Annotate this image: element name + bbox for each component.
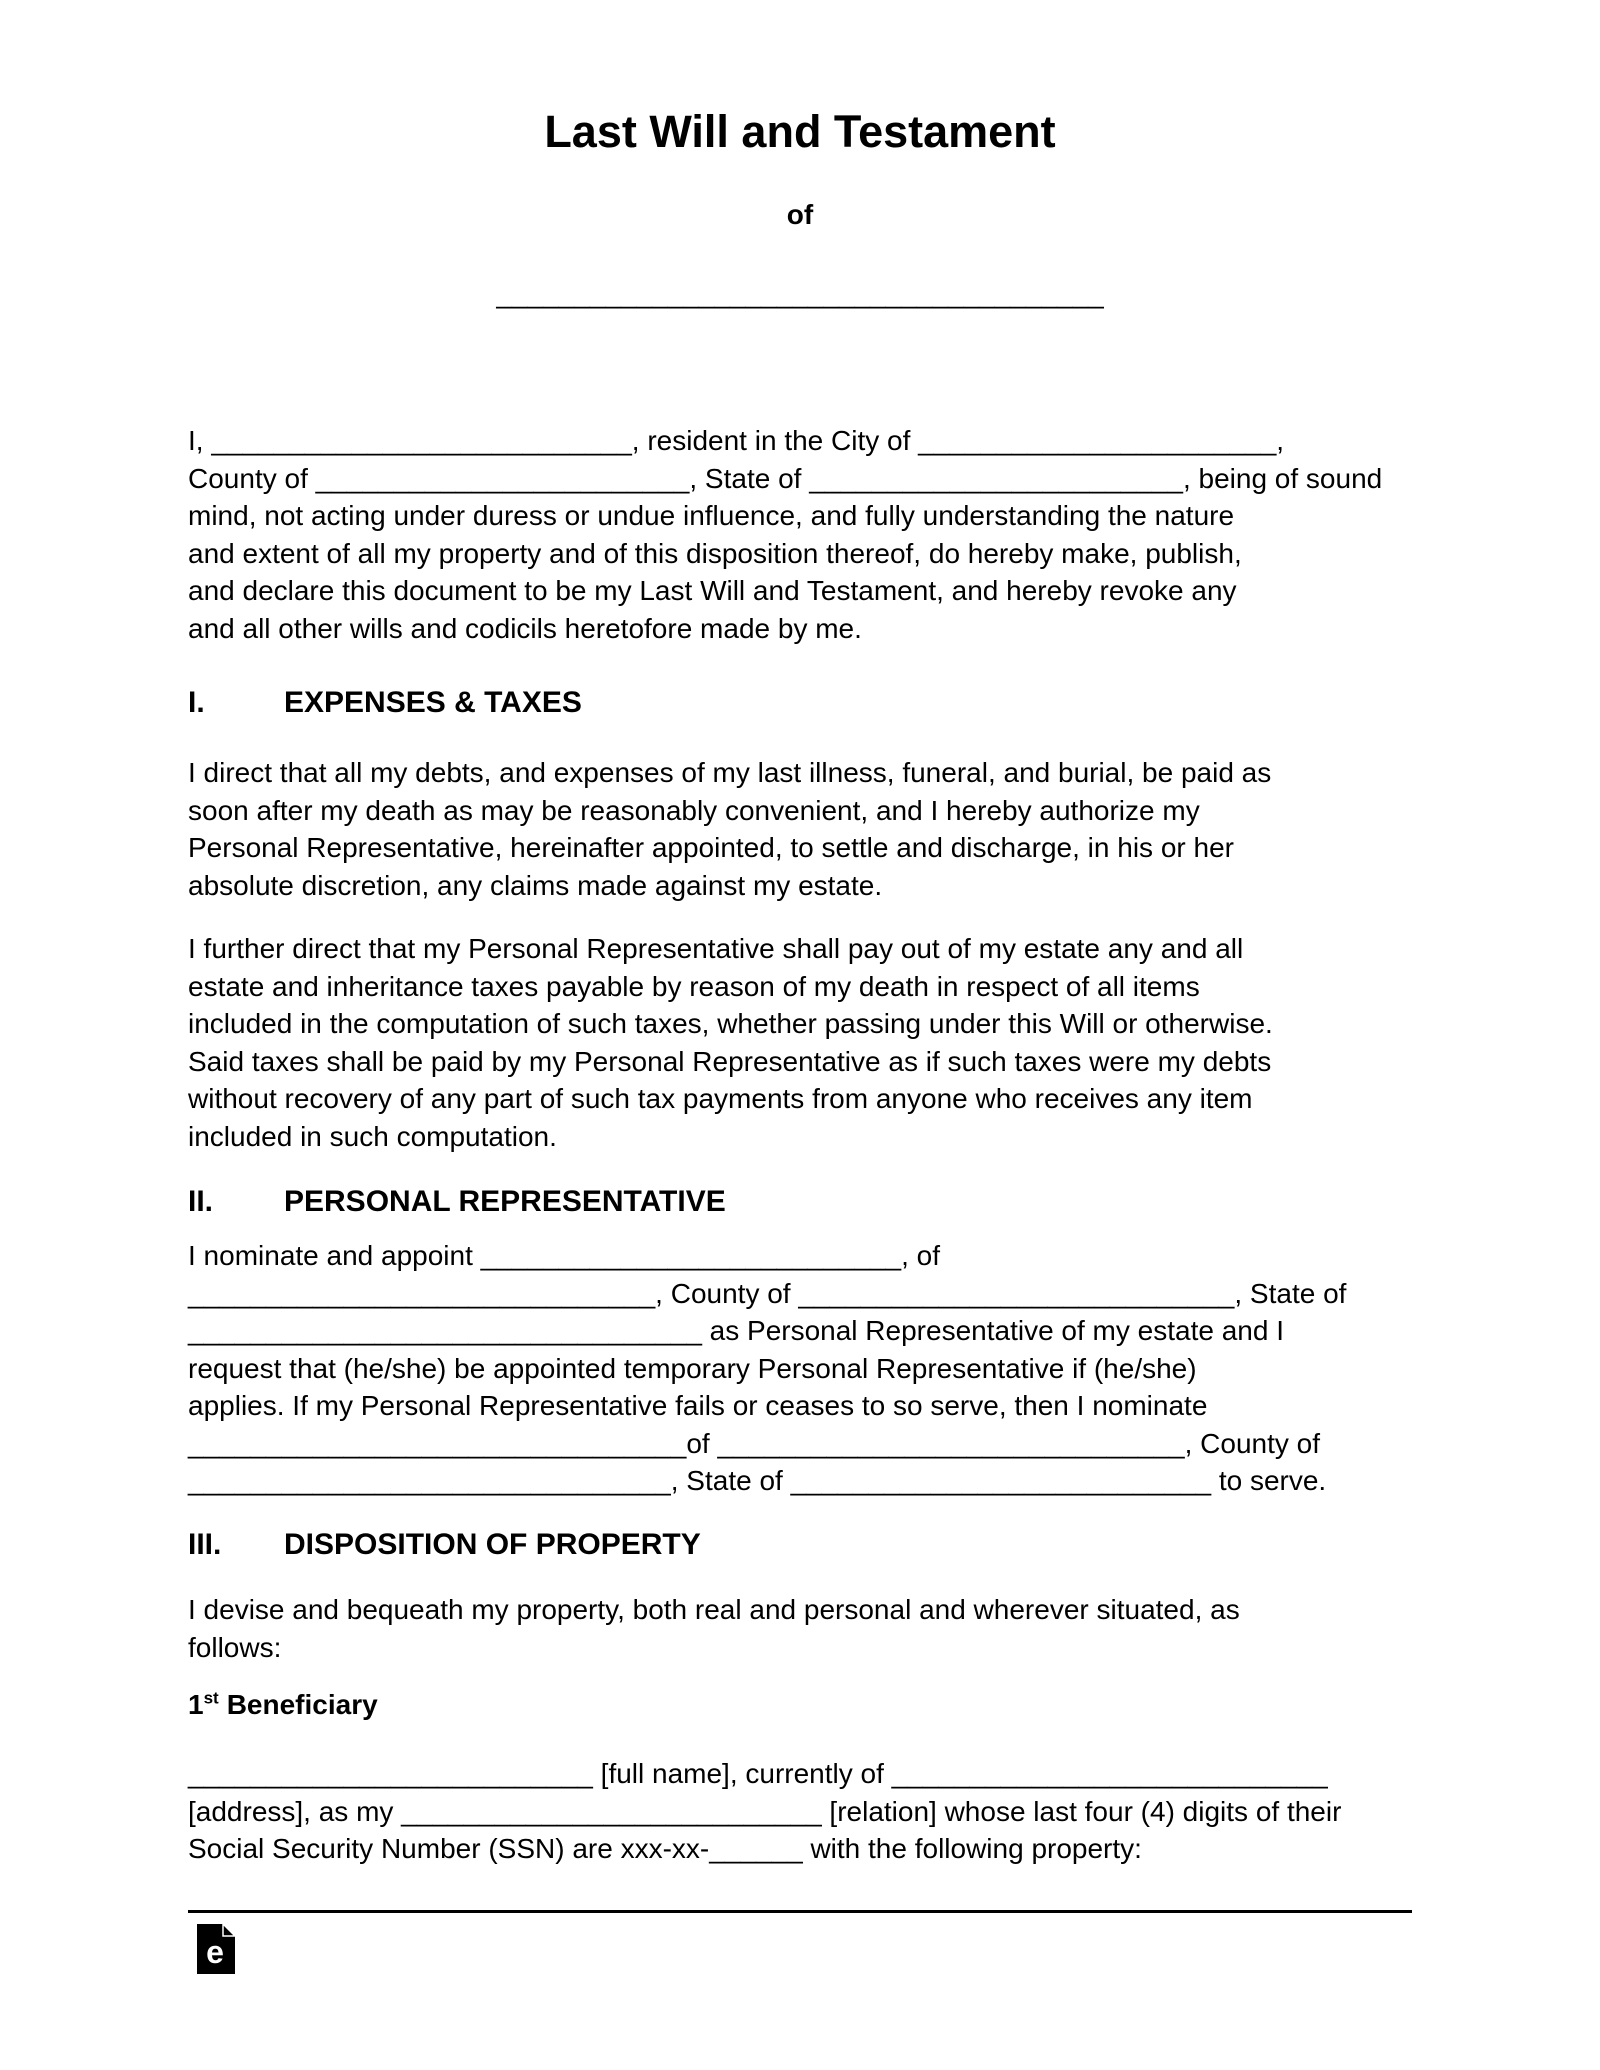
paragraph-line: estate and inheritance taxes payable by reason of my death in respect of all items: [188, 970, 1200, 1002]
paragraph-line: request that (he/she) be appointed temporary Personal Representative if (he/she): [188, 1352, 1197, 1384]
paragraph-line: and declare this document to be my Last Will and Testament, and hereby revoke any: [188, 575, 1237, 606]
paragraph-line: I further direct that my Personal Representative shall pay out of my estate any and all: [188, 933, 1244, 964]
paragraph-line: included in the computation of such taxes, whether passing under this Will or otherwise.: [188, 1008, 1273, 1039]
page-title: Last Will and Testament: [544, 106, 1056, 157]
paragraph-line: applies. If my Personal Representative fails or ceases to so serve, then I nominate: [188, 1390, 1208, 1421]
first-beneficiary-paragraph: [188, 1755, 1412, 1868]
paragraph-line: [address], as my ___________________________ [relation] whose last four (4) digits of their: [188, 1795, 1342, 1827]
section-heading-expenses-taxes: [188, 684, 1412, 722]
disposition-paragraph: [188, 1591, 1412, 1666]
paragraph-line: _________________________________ as Personal Representative of my estate and I: [188, 1315, 1284, 1346]
logo-letter: e: [206, 1934, 224, 1970]
eforms-logo-icon: [197, 1924, 235, 1974]
beneficiary-number: 1: [188, 1689, 204, 1720]
expenses-taxes-paragraph-1: [188, 754, 1412, 904]
beneficiary-label: Beneficiary: [226, 1689, 378, 1720]
paragraph-line: and extent of all my property and of this disposition thereof, do hereby make, publish,: [188, 537, 1242, 569]
paragraph-line: absolute discretion, any claims made against my estate.: [188, 869, 883, 901]
beneficiary-ordinal: st: [203, 1688, 219, 1708]
paragraph-line: Personal Representative, hereinafter appointed, to settle and discharge, in his or her: [188, 832, 1234, 863]
section-number: I.: [188, 686, 205, 719]
paragraph-line: I direct that all my debts, and expenses of my last illness, funeral, and burial, be paid as: [188, 757, 1272, 788]
personal-representative-paragraph: [188, 1237, 1412, 1500]
first-beneficiary-heading: [188, 1686, 1412, 1724]
expenses-taxes-paragraph-2: [188, 930, 1412, 1155]
paragraph-line: _______________________________, State of ___________________________ to serve.: [188, 1465, 1327, 1496]
paragraph-line: Said taxes shall be paid by my Personal Representative as if such taxes were my debts: [188, 1045, 1272, 1077]
paragraph-line: included in such computation.: [188, 1120, 557, 1152]
paragraph-line: I devise and bequeath my property, both real and personal and wherever situated, as: [188, 1594, 1240, 1625]
paragraph-line: and all other wills and codicils heretofore made by me.: [188, 612, 862, 644]
paragraph-line: soon after my death as may be reasonably convenient, and I hereby authorize my: [188, 794, 1200, 826]
paragraph-line: Social Security Number (SSN) are xxx-xx-______ with the following property:: [188, 1833, 1142, 1864]
paragraph-line: I, ___________________________, resident in the City of _______________________,: [188, 425, 1285, 456]
paragraph-line: ________________________________of ______________________________, County of: [188, 1427, 1321, 1459]
section-number: II.: [188, 1185, 214, 1218]
testator-name-blank: _______________________________________: [496, 278, 1104, 309]
paragraph-line: __________________________ [full name], currently of ____________________________: [188, 1758, 1328, 1789]
paragraph-line: I nominate and appoint ___________________________, of: [188, 1240, 941, 1271]
paragraph-line: County of ________________________, State of ________________________, being of sound: [188, 462, 1383, 494]
paragraph-line: mind, not acting under duress or undue influence, and fully understanding the nature: [188, 500, 1235, 531]
footer-separator-line: [188, 1910, 1412, 1913]
intro-paragraph: [188, 422, 1412, 647]
section-number: III.: [188, 1528, 222, 1561]
page-subtitle-of: of: [786, 199, 814, 230]
section-heading-disposition-of-property: [188, 1526, 1412, 1564]
section-title: DISPOSITION OF PROPERTY: [284, 1528, 701, 1561]
paragraph-line: follows:: [188, 1631, 282, 1663]
paragraph-line: without recovery of any part of such tax payments from anyone who receives any item: [188, 1083, 1253, 1114]
section-heading-personal-representative: [188, 1183, 1412, 1221]
section-title: EXPENSES & TAXES: [284, 686, 582, 719]
paragraph-line: ______________________________, County of ____________________________, State of: [188, 1277, 1347, 1309]
section-title: PERSONAL REPRESENTATIVE: [284, 1185, 726, 1218]
